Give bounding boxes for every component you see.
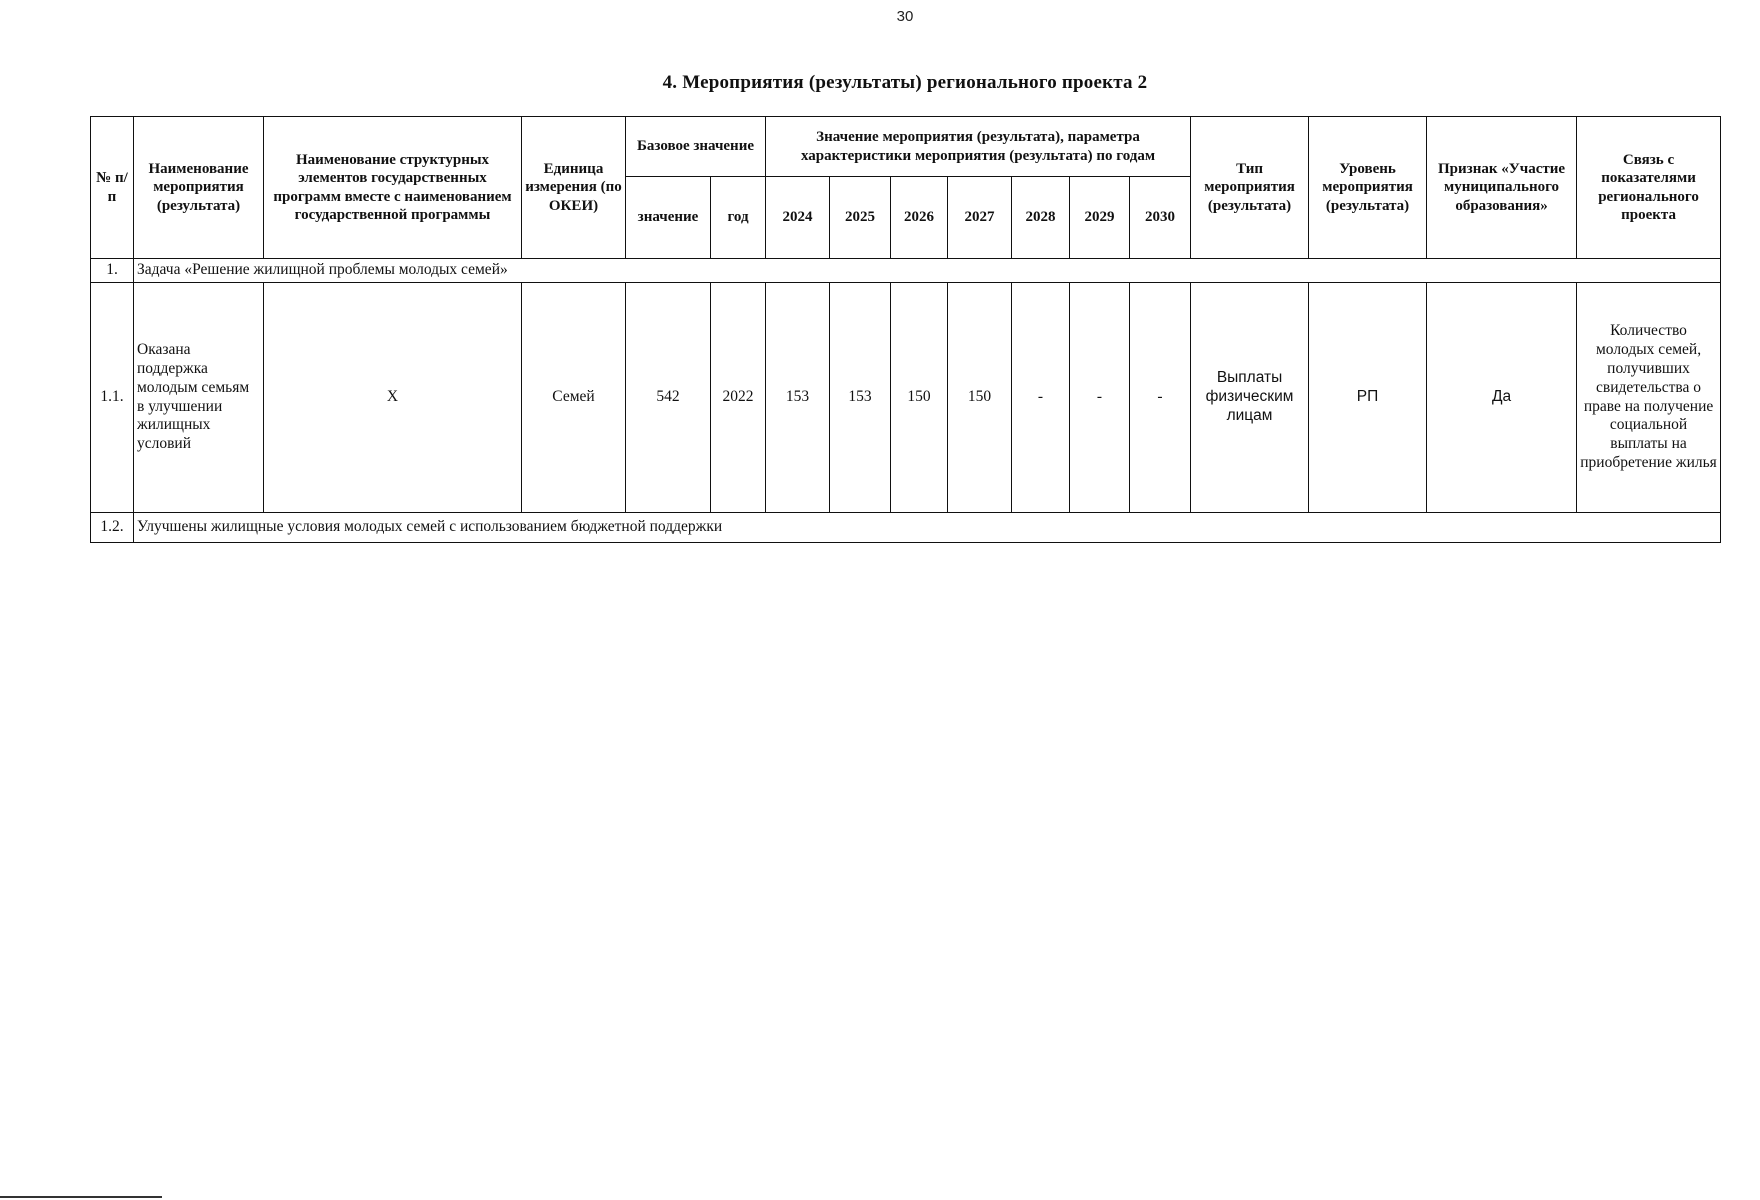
cell-year-value: -: [1012, 283, 1070, 513]
task-row-num: 1.: [91, 259, 134, 283]
header-type: Тип мероприятия (результата): [1191, 117, 1309, 259]
header-values-by-year: Значение мероприятия (результата), параметра характеристики мероприятия (результата) по годам: [766, 117, 1191, 177]
cell-link: Количество молодых семей, получивших свидетельства о праве на получение социальной выплаты на приобретение жилья: [1577, 283, 1721, 513]
header-level: Уровень мероприятия (результата): [1309, 117, 1427, 259]
header-link: Связь с показателями регионального проекта: [1577, 117, 1721, 259]
header-unit: Единица измерения (по ОКЕИ): [522, 117, 626, 259]
cell-base-value: 542: [626, 283, 711, 513]
header-year: 2029: [1070, 177, 1130, 259]
header-structural: Наименование структурных элементов государственных программ вместе с наименованием государственной программы: [264, 117, 522, 259]
header-year: 2024: [766, 177, 830, 259]
header-municipal: Признак «Участие муниципального образования»: [1427, 117, 1577, 259]
header-base: Базовое значение: [626, 117, 766, 177]
cell-base-year: 2022: [711, 283, 766, 513]
cell-year-value: -: [1070, 283, 1130, 513]
header-base-value: значение: [626, 177, 711, 259]
cell-name: Оказана поддержка молодым семьям в улучшении жилищных условий: [134, 283, 264, 513]
header-base-year: год: [711, 177, 766, 259]
footer-line: [0, 1196, 162, 1198]
header-name: Наименование мероприятия (результата): [134, 117, 264, 259]
result-row-text: Улучшены жилищные условия молодых семей с использованием бюджетной поддержки: [134, 513, 1721, 543]
result-row: [91, 513, 1721, 543]
cell-year-value: 153: [766, 283, 830, 513]
page-number: 30: [896, 8, 914, 25]
header-year: 2028: [1012, 177, 1070, 259]
table-row: [91, 283, 1721, 513]
page-title: 4. Мероприятия (результаты) регионального проекта 2: [662, 72, 1148, 93]
header-year: 2030: [1130, 177, 1191, 259]
cell-num: 1.1.: [91, 283, 134, 513]
cell-unit: Семей: [522, 283, 626, 513]
cell-year-value: 153: [830, 283, 891, 513]
cell-year-value: 150: [948, 283, 1012, 513]
header-year: 2027: [948, 177, 1012, 259]
header-year: 2026: [891, 177, 948, 259]
task-row-text: Задача «Решение жилищной проблемы молодых семей»: [134, 259, 1721, 283]
result-row-num: 1.2.: [91, 513, 134, 543]
cell-municipal: Да: [1427, 283, 1577, 513]
cell-year-value: 150: [891, 283, 948, 513]
cell-level: РП: [1309, 283, 1427, 513]
header-num: № п/п: [91, 117, 134, 259]
cell-type: Выплаты физическим лицам: [1191, 283, 1309, 513]
cell-year-value: -: [1130, 283, 1191, 513]
task-row: [91, 259, 1721, 283]
events-table: [90, 116, 1721, 543]
header-year: 2025: [830, 177, 891, 259]
cell-structural: Х: [264, 283, 522, 513]
